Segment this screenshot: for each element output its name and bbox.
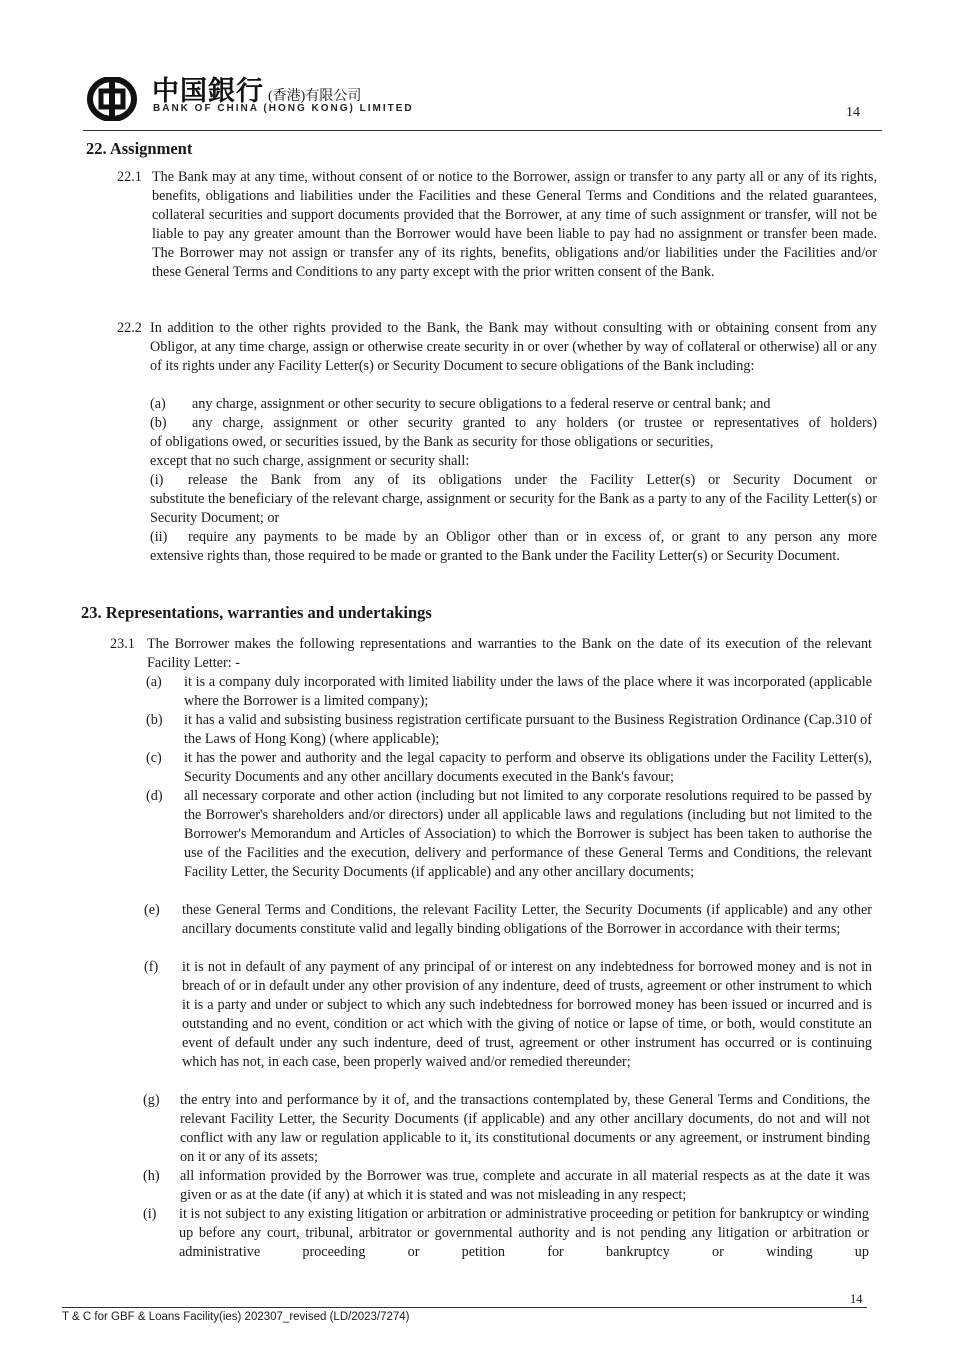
clause-22-2-b-line1: any charge, assignment or other security granted to any holders (or trustee or representatives of holders) [192,415,877,431]
clause-22-2-a-label: (a) [150,396,166,412]
rep-h-text: all information provided by the Borrower was true, complete and accurate in all material respects as at the date it was given or as at the date (if any) at which it is stated and was not misleading in any respect; [180,1168,870,1203]
bank-logo-icon [86,77,140,121]
clause-22-2-intro: In addition to the other rights provided to the Bank, the Bank may without consulting with or obtaining consent from any Obligor, at any time charge, assign or otherwise create security in or over (whether by way of collateral or otherwise) all or any of its rights under any Facility Letter(s) or Security Document to secure obligations of the Bank including: [150,320,877,374]
header-page-number: 14 [846,105,860,120]
rep-e-text: these General Terms and Conditions, the relevant Facility Letter, the Security Documents (if applicable) and any other ancillary documents constitute valid and legally binding obligations of the Borrower in accordance with their terms; [182,902,872,937]
rep-f-label: (f) [144,959,159,975]
header-divider [83,130,882,131]
rep-b-text: it has a valid and subsisting business registration certificate pursuant to the Business Registration Ordinance (Cap.310 of the Laws of Hong Kong) (where applicable); [184,712,872,747]
rep-b-label: (b) [146,712,163,728]
clause-22-2-b-label: (b) [150,415,167,431]
rep-g-text: the entry into and performance by it of, and the transactions contemplated by, these General Terms and Conditions, the relevant Facility Letter, the Security Documents (if applicable) and any other ancillary documents, do not and will not conflict with any law or regulation applicable to it, its constitutional documents or any agreement, or instrument binding on it or any of its assets; [180,1092,870,1165]
rep-c-text: it has the power and authority and the legal capacity to perform and observe its obligations under the Facility Letter(s), Security Documents and any other ancillary documents executed in the Bank's favour; [184,750,872,785]
clause-22-2-except: except that no such charge, assignment or security shall: [150,453,470,469]
footer-divider [62,1307,867,1308]
clause-22-2-ii-label: (ii) [150,529,168,545]
clause-22-2-number: 22.2 [117,320,142,336]
section-22-heading: 22. Assignment [86,139,193,158]
clause-22-1-text: The Bank may at any time, without consent of or notice to the Borrower, assign or transfer to any party all or any of its rights, benefits, obligations and liabilities under the Facilities and these General Terms and Conditions and the related guarantees, collateral securities and support documents provided that the Borrower, at any time of such assignment or transfer, will not be liable to pay any greater amount than the Borrower would have been liable to pay had no assignment or transfer been made. The Borrower may not assign or transfer any of its rights, benefits, obligations and/or liabilities under the Facilities and/or these General Terms and Conditions to any party except with the prior written consent of the Bank. [152,169,877,280]
clause-22-2-i-label: (i) [150,472,164,488]
footer-document-reference: T & C for GBF & Loans Facility(ies) 202307_revised (LD/2023/7274) [62,1311,410,1323]
bank-name-chinese: 中国銀行 (香港)有限公司 [152,76,362,106]
rep-i-label: (i) [143,1206,157,1222]
rep-a-label: (a) [146,674,162,690]
rep-e-label: (e) [144,902,160,918]
clause-22-2-a-text: any charge, assignment or other security to secure obligations to a federal reserve or central bank; and [192,396,771,412]
rep-g-label: (g) [143,1092,160,1108]
rep-d-text: all necessary corporate and other action (including but not limited to any corporate resolutions required to be passed by the Borrower's shareholders and/or directors) under all applicable laws and regulations (including but not limited to the Borrower's Memorandum and Articles of Association) to which the Borrower is subject has been taken to authorise the use of the Facilities and the execution, delivery and performance of these General Terms and Conditions, the relevant Facility Letter, the Security Documents (if applicable) and any other ancillary documents; [184,788,872,880]
rep-i-text: it is not subject to any existing litigation or arbitration or administrative proceeding or petition for bankruptcy or winding up before any court, tribunal, arbitrator or governmental authority and is not pending any litigation or arbitration or administrative proceeding or petition for bankruptcy or winding up [179,1206,869,1260]
clause-23-1-number: 23.1 [110,636,135,652]
rep-h-label: (h) [143,1168,160,1184]
rep-f-text: it is not in default of any payment of any principal of or interest on any indebtedness for borrowed money and is not in breach of or in default under any other provision of any indenture, deed of trusts, agreement or other instrument to which it is a party and under or subject to which any such indebtedness for borrowed money has been issued or incurred and is outstanding and no event, condition or act which with the giving of notice or lapse of time, or both, would constitute an event of default under any such indenture, deed of trust, agreement or other instrument has occurred or is continuing which has not, in each case, been properly waived and/or remedied thereunder; [182,959,872,1070]
rep-c-label: (c) [146,750,162,766]
rep-a-text: it is a company duly incorporated with limited liability under the laws of the place where it was incorporated (applicable where the Borrower is a limited company); [184,674,872,709]
clause-23-1-intro: The Borrower makes the following representations and warranties to the Bank on the date of its execution of the relevant Facility Letter: - [147,636,872,671]
bank-name-english: BANK OF CHINA (HONG KONG) LIMITED [153,103,414,114]
clause-22-2-i-line1: release the Bank from any of its obligations under the Facility Letter(s) or Security Document or [188,472,877,488]
section-23-heading: 23. Representations, warranties and undertakings [81,603,432,622]
footer-page-number: 14 [850,1292,863,1306]
clause-22-2-ii-line1: require any payments to be made by an Obligor other than or in excess of, or grant to any person any more [188,529,877,545]
clause-22-2-b-line2: of obligations owed, or securities issued, by the Bank as security for those obligations or securities, [150,434,714,450]
rep-d-label: (d) [146,788,163,804]
clause-22-2-ii-rest: extensive rights than, those required to be made or granted to the Bank under the Facility Letter(s) or Security Document. [150,548,840,564]
clause-22-1-number: 22.1 [117,169,142,185]
clause-22-2-i-rest: substitute the beneficiary of the relevant charge, assignment or security for the Bank as a party to any of the Facility Letter(s) or Security Document; or [150,491,877,526]
